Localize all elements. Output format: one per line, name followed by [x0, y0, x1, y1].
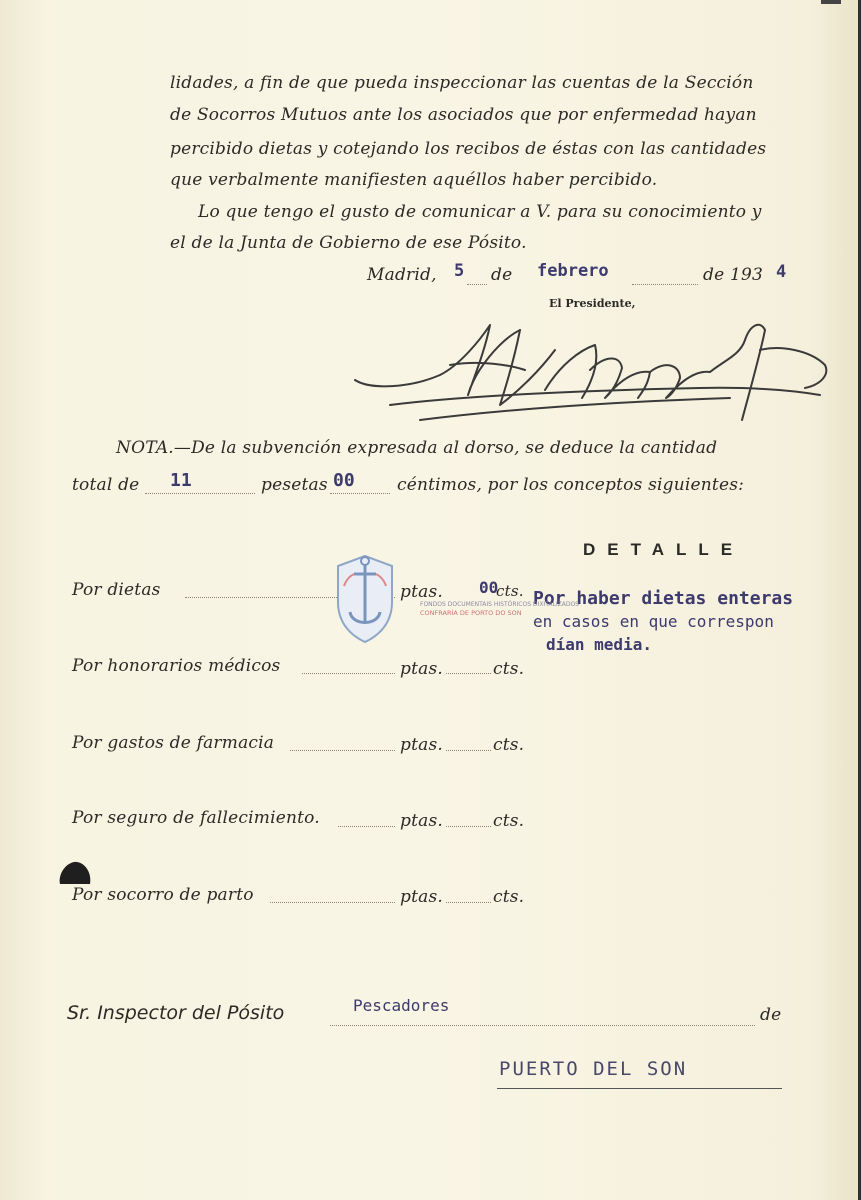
nota-line-1: NOTA.—De la subvención expresada al dorso, se deduce la cantidad	[116, 438, 718, 458]
stamp-caption	[420, 601, 579, 617]
row-farmacia-dots	[290, 750, 395, 751]
stamp-caption-line-2: CONFRARÍA DE PORTO DO SON	[420, 609, 522, 617]
location-name: PUERTO DEL SON	[499, 1058, 688, 1080]
nota-centimos-label: céntimos, por los conceptos siguientes:	[397, 475, 745, 495]
posito-name: Pescadores	[353, 996, 450, 1015]
date-month: febrero	[537, 261, 609, 281]
paragraph-line-6: el de la Junta de Gobierno de ese Pósito.	[170, 233, 527, 253]
row-dietas-label: Por dietas	[72, 580, 161, 600]
row-parto-cts-dots	[446, 902, 491, 903]
paragraph-line-5: Lo que tengo el gusto de comunicar a V. para su conocimiento y	[198, 202, 762, 222]
nota-total-pesetas: 11	[170, 470, 192, 491]
row-fallecimiento-cts-label: cts.	[493, 811, 525, 831]
paragraph-line-4: que verbalmente manifiesten aquéllos haber percibido.	[170, 170, 658, 190]
remark-line-3: dían media.	[546, 635, 652, 654]
date-year-digit: 4	[776, 262, 787, 282]
date-month-line	[632, 284, 698, 285]
date-year-prefix: de 193	[703, 265, 763, 285]
row-fallecimiento-dots	[338, 826, 395, 827]
row-honorarios-cts-label: cts.	[493, 659, 525, 679]
detalle-heading: DETALLE	[583, 540, 745, 559]
row-farmacia-ptas-label: ptas.	[400, 735, 443, 755]
anchor-stamp-icon	[330, 552, 400, 647]
nota-pesetas-line	[145, 493, 255, 494]
row-dietas-cts-label: cts.	[496, 582, 524, 600]
date-city: Madrid,	[367, 265, 437, 285]
stamp-caption-line-1: FONDOS DOCUMENTAIS HISTÓRICOS DIXITALIZADOS	[420, 601, 579, 608]
remark-line-2: en casos en que correspon	[533, 612, 774, 631]
posito-dots	[330, 1025, 755, 1026]
nota-total-centimos: 00	[333, 470, 355, 491]
date-day: 5	[454, 261, 465, 281]
nota-total-label: total de	[72, 475, 140, 495]
row-parto-label: Por socorro de parto	[72, 885, 254, 905]
row-honorarios-dots	[302, 673, 395, 674]
row-parto-dots	[270, 902, 395, 903]
row-dietas-cts-value: 00	[479, 578, 499, 597]
date-de: de	[491, 265, 513, 285]
paragraph-line-1: lidades, a fin de que pueda inspeccionar las cuentas de la Sección	[170, 73, 754, 93]
row-honorarios-label: Por honorarios médicos	[72, 656, 281, 676]
row-honorarios-ptas-label: ptas.	[400, 659, 443, 679]
ink-blot	[56, 858, 94, 888]
location-underline	[497, 1088, 782, 1089]
row-fallecimiento-ptas-label: ptas.	[400, 811, 443, 831]
paragraph-line-3: percibido dietas y cotejando los recibos de éstas con las cantidades	[170, 139, 767, 159]
remark-line-1: Por haber dietas enteras	[533, 588, 794, 609]
paragraph-line-2: de Socorros Mutuos ante los asociados que por enfermedad hayan	[170, 105, 757, 125]
nota-pesetas-label: pesetas	[261, 475, 328, 495]
row-fallecimiento-label: Por seguro de fallecimiento.	[72, 808, 320, 828]
row-farmacia-cts-label: cts.	[493, 735, 525, 755]
nota-centimos-line	[330, 493, 390, 494]
row-fallecimiento-cts-dots	[446, 826, 491, 827]
handwritten-signature	[350, 310, 840, 435]
row-honorarios-cts-dots	[446, 673, 491, 674]
de-label: de	[760, 1005, 782, 1025]
row-dietas-ptas-label: ptas.	[400, 582, 443, 602]
row-farmacia-cts-dots	[446, 750, 491, 751]
page-edge-mark	[821, 0, 841, 4]
inspector-label: Sr. Inspector del Pósito	[67, 1002, 285, 1024]
row-parto-cts-label: cts.	[493, 887, 525, 907]
date-day-line	[467, 284, 487, 285]
row-parto-ptas-label: ptas.	[400, 887, 443, 907]
row-farmacia-label: Por gastos de farmacia	[72, 733, 275, 753]
signature-title: El Presidente,	[549, 297, 636, 310]
